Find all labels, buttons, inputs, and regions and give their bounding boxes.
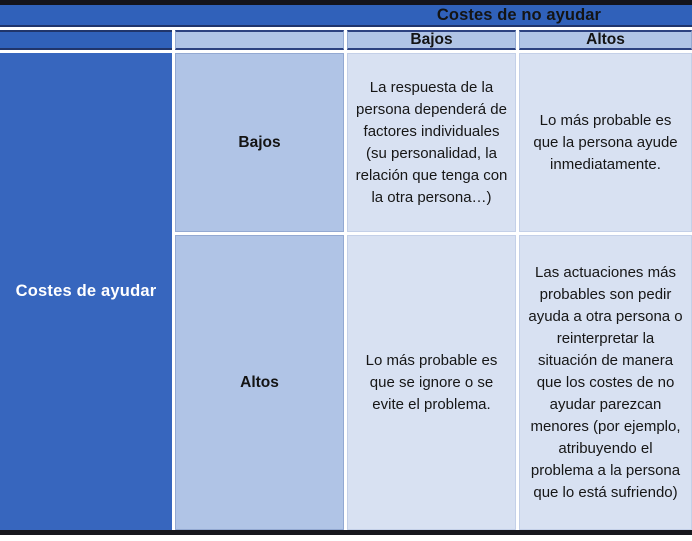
row-group-header: Costes de ayudar [0,53,172,530]
col-header-low: Bajos [347,30,516,50]
row-header-low: Bajos [175,53,344,232]
corner-cell-rowlabels [175,30,344,50]
column-group-header-band [0,0,692,27]
col-header-high: Altos [519,30,692,50]
cell-high-low: Lo más probable es que se ignore o se evite el problema. [347,235,516,530]
cell-low-high: Lo más probable es que la persona ayude inmediatamente. [519,53,692,232]
cell-high-high: Las actuaciones más probables son pedir ayuda a otra persona o reinterpretar la situación de manera que los costes de no ayudar parezcan menores (por ejemplo, atribuyendo el problema a la persona que lo está sufriendo) [519,235,692,530]
column-group-header: Costes de no ayudar [436,5,602,24]
row-header-high: Altos [175,235,344,530]
corner-cell-left [0,30,172,50]
table-bottom-border [0,530,692,535]
cell-low-low: La respuesta de la persona dependerá de factores individuales (su personalidad, la relación que tenga con la otra persona…) [347,53,516,232]
